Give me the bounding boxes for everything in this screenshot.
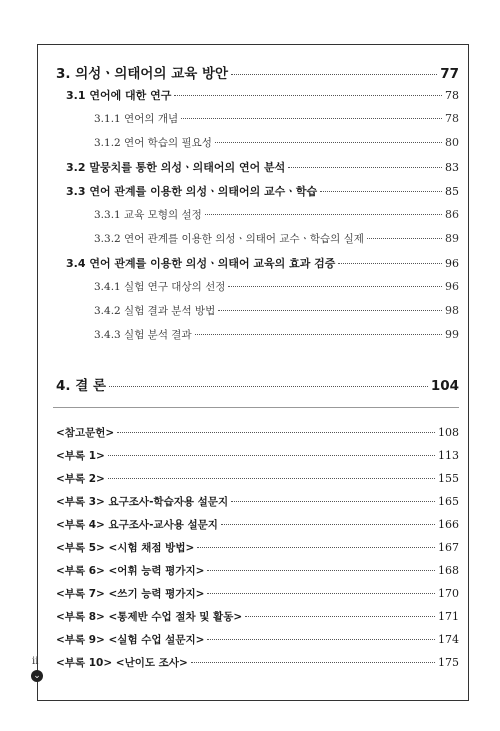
toc-appendix-entry bbox=[56, 517, 459, 535]
section-page: 96 bbox=[445, 280, 459, 293]
section-title: 3.4.1 실험 연구 대상의 선정 bbox=[94, 281, 226, 293]
toc-section-entry bbox=[66, 255, 459, 273]
section-page: 83 bbox=[445, 161, 459, 174]
appendix-page: 171 bbox=[438, 610, 459, 623]
section-title: 3.4 연어 관계를 이용한 의성ㆍ의태어 교육의 효과 검증 bbox=[66, 257, 336, 270]
section-title: 3.3 연어 관계를 이용한 의성ㆍ의태어의 교수ㆍ학습 bbox=[66, 185, 318, 198]
dot-leader bbox=[215, 142, 442, 143]
section-title: 3.1 연어에 대한 연구 bbox=[66, 89, 172, 102]
dot-leader bbox=[231, 74, 437, 75]
toc-appendix-entry bbox=[56, 655, 459, 673]
toc-appendix-entry bbox=[56, 494, 459, 512]
dot-leader bbox=[108, 455, 435, 456]
appendix-title: <부록 1> bbox=[56, 450, 105, 462]
toc-subsection-entry bbox=[94, 303, 459, 321]
toc-section-entry bbox=[66, 183, 459, 201]
chapter-page: 77 bbox=[440, 66, 459, 82]
appendix-page: 166 bbox=[438, 518, 459, 531]
appendix-page: 170 bbox=[438, 587, 459, 600]
chapter-3-entry bbox=[56, 62, 459, 82]
dot-leader bbox=[108, 478, 435, 479]
section-page: 85 bbox=[445, 185, 459, 198]
dot-leader bbox=[221, 524, 435, 525]
appendix-page: 165 bbox=[438, 495, 459, 508]
dot-leader bbox=[320, 191, 442, 192]
toc-appendix-entry bbox=[56, 540, 459, 558]
appendix-page: 167 bbox=[438, 541, 459, 554]
section-title: 3.3.1 교육 모형의 설정 bbox=[94, 209, 202, 221]
appendix-page: 108 bbox=[438, 426, 459, 439]
section-title: 3.1.1 연어의 개념 bbox=[94, 113, 179, 125]
appendix-title: <부록 6> <어휘 능력 평가지> bbox=[56, 565, 205, 577]
dot-leader bbox=[195, 334, 442, 335]
appendix-page: 155 bbox=[438, 472, 459, 485]
toc-appendix-entry bbox=[56, 563, 459, 581]
toc-frame bbox=[37, 44, 469, 701]
appendix-title: <부록 3> 요구조사-학습자용 설문지 bbox=[56, 496, 229, 508]
toc-subsection-entry bbox=[94, 207, 459, 225]
dot-leader bbox=[367, 238, 442, 239]
dot-leader bbox=[231, 501, 435, 502]
section-page: 78 bbox=[445, 112, 459, 125]
chapter-title: 3. 의성ㆍ의태어의 교육 방안 bbox=[56, 66, 229, 82]
section-title: 3.1.2 연어 학습의 필요성 bbox=[94, 137, 212, 149]
toc-section-entry bbox=[66, 159, 459, 177]
dot-leader bbox=[207, 570, 435, 571]
chapter-title: 4. 결 론 bbox=[56, 378, 107, 394]
section-page: 99 bbox=[445, 328, 459, 341]
toc-appendix-entry bbox=[56, 425, 459, 443]
appendix-title: <부록 5> <시험 채점 방법> bbox=[56, 542, 195, 554]
toc-appendix-entry bbox=[56, 448, 459, 466]
section-page: 96 bbox=[445, 257, 459, 270]
appendix-page: 174 bbox=[438, 633, 459, 646]
chevron-down-icon: ⌄ bbox=[31, 670, 43, 682]
section-page: 80 bbox=[445, 136, 459, 149]
appendix-title: <참고문헌> bbox=[56, 427, 115, 439]
section-page: 78 bbox=[445, 89, 459, 102]
dot-leader bbox=[245, 616, 435, 617]
section-title: 3.4.2 실험 결과 분석 방법 bbox=[94, 305, 216, 317]
toc-appendix-entry bbox=[56, 609, 459, 627]
dot-leader bbox=[109, 386, 428, 387]
chapter-page: 104 bbox=[430, 378, 459, 394]
appendix-page: 168 bbox=[438, 564, 459, 577]
toc-subsection-entry bbox=[94, 327, 459, 345]
section-page: 98 bbox=[445, 304, 459, 317]
dot-leader bbox=[205, 214, 442, 215]
toc-subsection-entry bbox=[94, 111, 459, 129]
page-number: ii bbox=[32, 656, 39, 667]
toc-subsection-entry bbox=[94, 231, 459, 249]
appendix-title: <부록 4> 요구조사-교사용 설문지 bbox=[56, 519, 218, 531]
appendix-page: 175 bbox=[438, 656, 459, 669]
dot-leader bbox=[228, 286, 442, 287]
appendix-title: <부록 8> <통제반 수업 절차 및 활동> bbox=[56, 611, 243, 623]
appendix-page: 113 bbox=[438, 449, 459, 462]
dot-leader bbox=[181, 118, 442, 119]
toc-subsection-entry bbox=[94, 135, 459, 153]
toc-section-entry bbox=[66, 87, 459, 105]
dot-leader bbox=[197, 547, 435, 548]
toc-subsection-entry bbox=[94, 279, 459, 297]
dot-leader bbox=[191, 662, 435, 663]
toc-appendix-entry bbox=[56, 586, 459, 604]
toc-appendix-entry bbox=[56, 471, 459, 489]
dot-leader bbox=[338, 263, 442, 264]
toc-appendix-entry bbox=[56, 632, 459, 650]
section-title: 3.4.3 실험 분석 결과 bbox=[94, 329, 192, 341]
section-title: 3.3.2 연어 관계를 이용한 의성ㆍ의태어 교수ㆍ학습의 실제 bbox=[94, 233, 364, 245]
section-page: 86 bbox=[445, 208, 459, 221]
dot-leader bbox=[174, 95, 442, 96]
dot-leader bbox=[218, 310, 442, 311]
appendix-title: <부록 2> bbox=[56, 473, 105, 485]
section-title: 3.2 말뭉치를 통한 의성ㆍ의태어의 연어 분석 bbox=[66, 161, 286, 174]
appendix-title: <부록 7> <쓰기 능력 평가지> bbox=[56, 588, 205, 600]
appendix-title: <부록 10> <난이도 조사> bbox=[56, 657, 188, 669]
dot-leader bbox=[207, 639, 435, 640]
appendix-title: <부록 9> <실험 수업 설문지> bbox=[56, 634, 205, 646]
dot-leader bbox=[117, 432, 435, 433]
chapter-4-entry bbox=[56, 374, 459, 394]
section-page: 89 bbox=[445, 232, 459, 245]
dot-leader bbox=[288, 167, 442, 168]
dot-leader bbox=[207, 593, 435, 594]
section-divider bbox=[53, 407, 459, 408]
